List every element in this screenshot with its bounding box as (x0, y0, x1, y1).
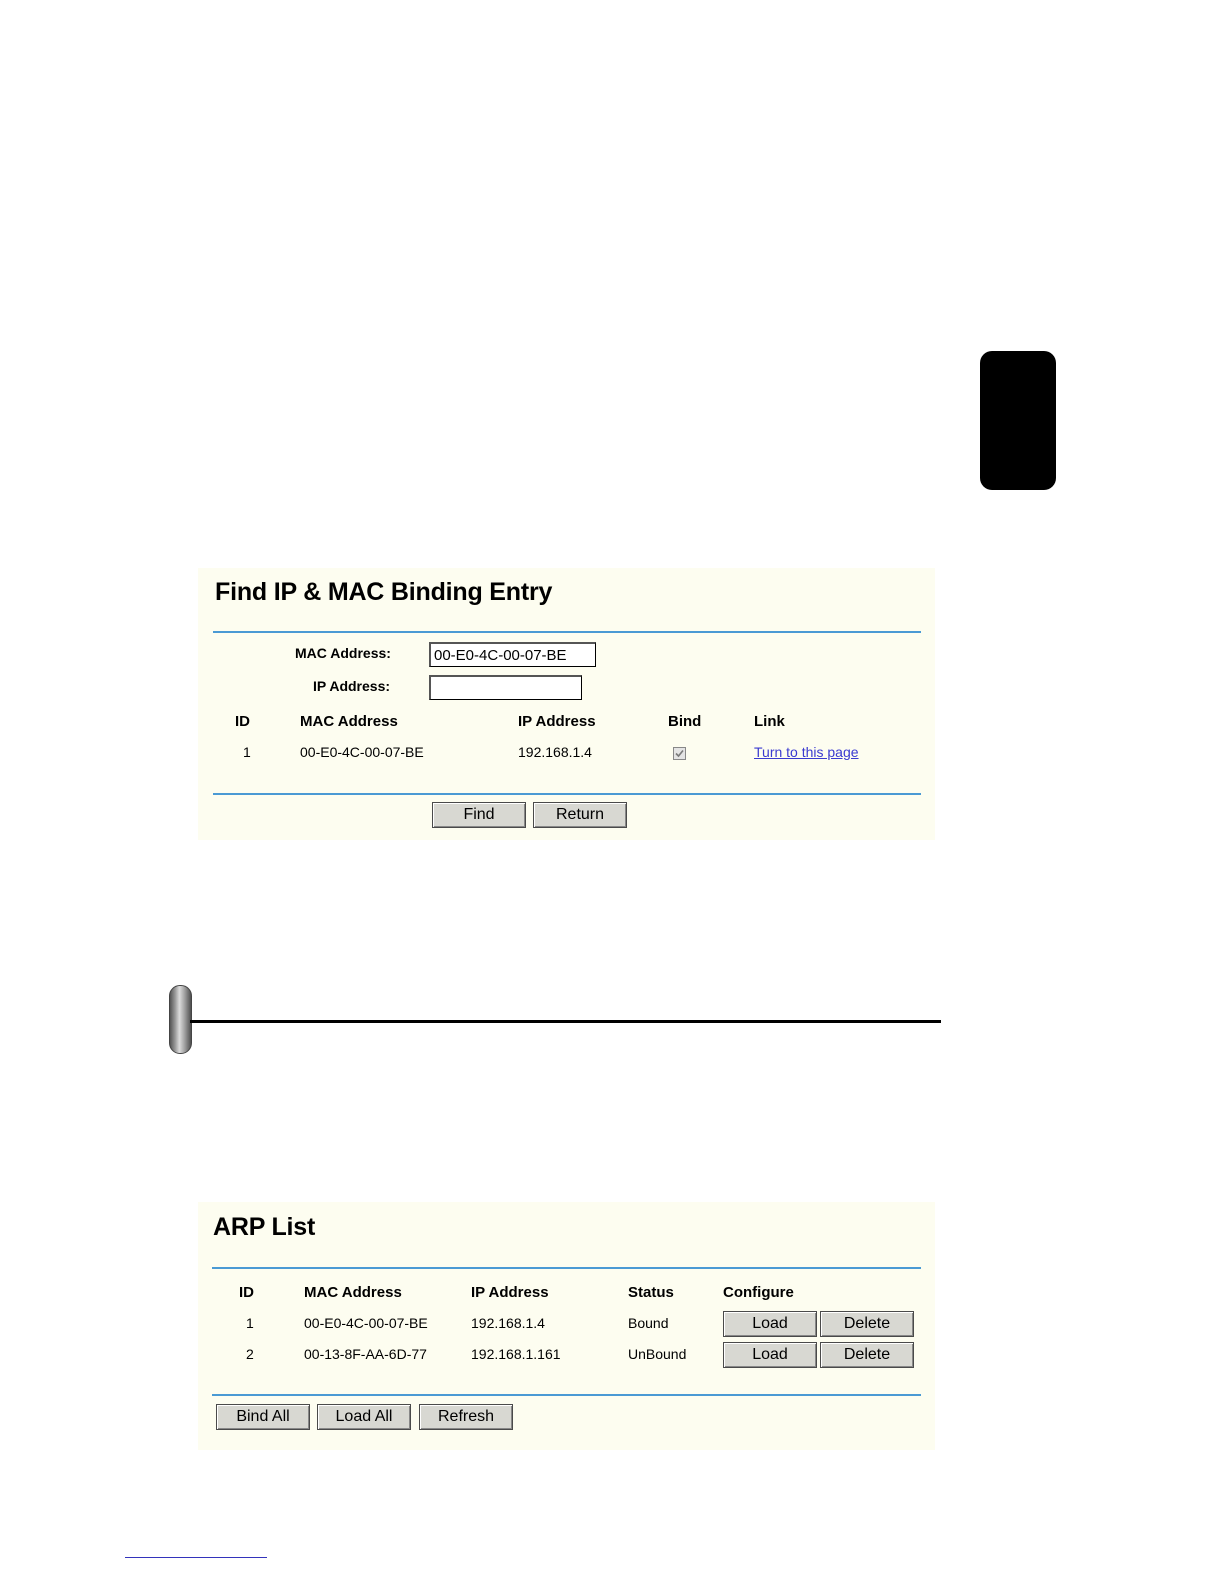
arp-top-rule (212, 1267, 921, 1269)
arp-col-ip: IP Address (471, 1284, 549, 1301)
ip-address-input[interactable] (429, 675, 582, 700)
arp-col-mac: MAC Address (304, 1284, 402, 1301)
delete-button[interactable]: Delete (820, 1342, 914, 1368)
bottom-rule (213, 793, 921, 795)
refresh-button[interactable]: Refresh (419, 1404, 513, 1430)
return-button[interactable]: Return (533, 802, 627, 828)
load-all-button[interactable]: Load All (317, 1404, 411, 1430)
arp-row-mac: 00-13-8F-AA-6D-77 (304, 1346, 427, 1362)
ip-address-label: IP Address: (313, 678, 391, 694)
arp-col-configure: Configure (723, 1284, 794, 1301)
arp-row-status: Bound (628, 1315, 669, 1331)
page-title: Find IP & MAC Binding Entry (215, 578, 553, 606)
arp-bottom-rule (212, 1394, 921, 1396)
section-divider (190, 1020, 941, 1023)
checkmark-icon (674, 748, 685, 759)
bind-checkbox[interactable] (673, 747, 686, 760)
arp-col-id: ID (239, 1284, 254, 1301)
row-ip: 192.168.1.4 (518, 744, 592, 760)
col-header-id: ID (235, 713, 250, 730)
arp-title: ARP List (213, 1213, 316, 1241)
arp-col-status: Status (628, 1284, 674, 1301)
row-mac: 00-E0-4C-00-07-BE (300, 744, 424, 760)
load-button[interactable]: Load (723, 1342, 817, 1368)
col-header-bind: Bind (668, 713, 702, 730)
footer-link-underline (125, 1557, 267, 1558)
mac-address-label: MAC Address: (295, 645, 391, 661)
mac-address-input[interactable] (429, 642, 596, 667)
row-id: 1 (243, 744, 251, 760)
top-rule (213, 631, 921, 633)
find-binding-panel (198, 568, 935, 840)
col-header-ip: IP Address (518, 713, 596, 730)
arp-row-id: 2 (246, 1346, 254, 1362)
section-marker-icon (169, 985, 192, 1054)
delete-button[interactable]: Delete (820, 1311, 914, 1337)
chapter-tab (980, 351, 1056, 490)
arp-row-mac: 00-E0-4C-00-07-BE (304, 1315, 428, 1331)
arp-row-ip: 192.168.1.4 (471, 1315, 545, 1331)
col-header-link: Link (754, 713, 785, 730)
arp-row-ip: 192.168.1.161 (471, 1346, 561, 1362)
col-header-mac: MAC Address (300, 713, 398, 730)
arp-row-status: UnBound (628, 1346, 687, 1362)
bind-all-button[interactable]: Bind All (216, 1404, 310, 1430)
turn-to-page-link[interactable]: Turn to this page (754, 744, 859, 760)
load-button[interactable]: Load (723, 1311, 817, 1337)
find-button[interactable]: Find (432, 802, 526, 828)
arp-row-id: 1 (246, 1315, 254, 1331)
arp-list-panel (198, 1202, 935, 1450)
